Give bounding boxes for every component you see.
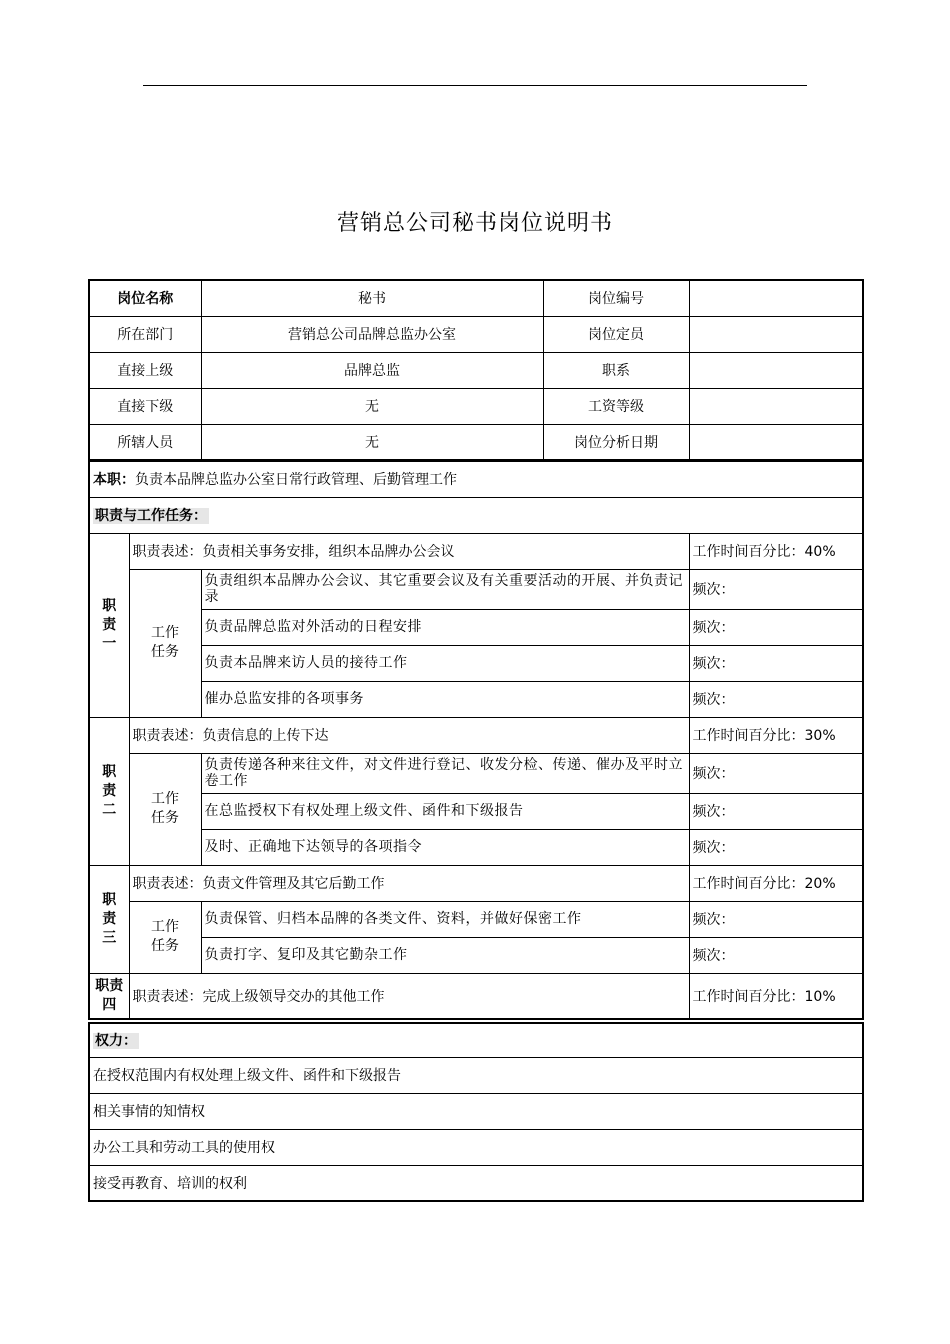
rights-item-2: 相关事情的知情权 [89, 1093, 863, 1129]
duty-3-statement [129, 865, 689, 901]
frequency-cell: 频次： [689, 753, 863, 793]
frequency-cell: 频次： [689, 609, 863, 645]
table-row [89, 973, 863, 1019]
info-label-job-family: 职系 [543, 352, 689, 388]
table-row [89, 1093, 863, 1129]
table-row [89, 1057, 863, 1093]
table-row [89, 901, 863, 937]
info-label-analysis-date: 岗位分析日期 [543, 424, 689, 460]
info-value-subordinate: 无 [201, 388, 543, 424]
frequency-cell: 频次： [689, 901, 863, 937]
info-label-position-name: 岗位名称 [89, 280, 201, 316]
info-value-position-code [689, 280, 863, 316]
table-row [89, 569, 863, 609]
duty-3-percent: 工作时间百分比：20% [689, 865, 863, 901]
table-row [89, 461, 863, 497]
page-title: 营销总公司秘书岗位说明书 [336, 211, 613, 236]
frequency-cell: 频次： [689, 681, 863, 717]
responsibilities-table [88, 460, 864, 1020]
statement-text: 负责相关事务安排，组织本品牌办公会议 [202, 544, 455, 560]
info-value-salary-grade [689, 388, 863, 424]
duty-1-task-2: 负责品牌总监对外活动的日程安排 [201, 609, 689, 645]
duty-1-task-1: 负责组织本品牌办公会议、其它重要会议及有关重要活动的开展、并负责记录 [201, 569, 689, 609]
info-label-salary-grade: 工资等级 [543, 388, 689, 424]
main-duty-cell [89, 461, 863, 497]
rights-table [88, 1022, 864, 1202]
table-row [89, 280, 863, 316]
duty-2-task-1: 负责传递各种来往文件，对文件进行登记、收发分检、传递、催办及平时立卷工作 [201, 753, 689, 793]
table-row [89, 316, 863, 352]
duty-1-task-3: 负责本品牌来访人员的接待工作 [201, 645, 689, 681]
table-row [89, 645, 863, 681]
duty-3-task-2: 负责打字、复印及其它勤杂工作 [201, 937, 689, 973]
table-row [89, 753, 863, 793]
table-row [89, 424, 863, 460]
rights-heading: 权力： [95, 1033, 137, 1050]
duty-3-task-1: 负责保管、归档本品牌的各类文件、资料，并做好保密工作 [201, 901, 689, 937]
info-label-staff: 所辖人员 [89, 424, 201, 460]
duty-2-statement [129, 717, 689, 753]
statement-label: 职责表述： [132, 876, 203, 892]
table-row [89, 497, 863, 533]
duty-1-task-4: 催办总监安排的各项事务 [201, 681, 689, 717]
statement-text: 完成上级领导交办的其他工作 [202, 988, 385, 1005]
duty-2-task-3: 及时、正确地下达领导的各项指令 [201, 829, 689, 865]
info-label-department: 所在部门 [89, 316, 201, 352]
main-duty-label: 本职： [93, 472, 135, 489]
table-row [89, 1165, 863, 1201]
info-value-position-name: 秘书 [201, 280, 543, 316]
duty-3-task-label: 工作 任务 [129, 901, 201, 973]
position-info-table [88, 279, 864, 461]
info-value-headcount [689, 316, 863, 352]
rights-item-3: 办公工具和劳动工具的使用权 [89, 1129, 863, 1165]
table-row [89, 609, 863, 645]
info-label-position-code: 岗位编号 [543, 280, 689, 316]
info-value-department: 营销总公司品牌总监办公室 [201, 316, 543, 352]
frequency-cell: 频次： [689, 793, 863, 829]
table-row [89, 865, 863, 901]
info-label-subordinate: 直接下级 [89, 388, 201, 424]
info-value-superior: 品牌总监 [201, 352, 543, 388]
statement-label: 职责表述： [132, 544, 203, 560]
duty-1-statement [129, 533, 689, 569]
duty-2-percent: 工作时间百分比：30% [689, 717, 863, 753]
table-row [89, 937, 863, 973]
main-duty-text: 负责本品牌总监办公室日常行政管理、后勤管理工作 [135, 472, 457, 489]
duty-3-label: 职 责 三 [89, 865, 129, 973]
duty-2-task-label: 工作 任务 [129, 753, 201, 865]
info-value-job-family [689, 352, 863, 388]
table-row [89, 352, 863, 388]
table-row [89, 717, 863, 753]
info-label-headcount: 岗位定员 [543, 316, 689, 352]
table-row [89, 388, 863, 424]
table-row [89, 533, 863, 569]
info-value-analysis-date [689, 424, 863, 460]
rights-item-1: 在授权范围内有权处理上级文件、函件和下级报告 [89, 1057, 863, 1093]
frequency-cell: 频次： [689, 937, 863, 973]
info-label-superior: 直接上级 [89, 352, 201, 388]
table-row [89, 1023, 863, 1057]
duty-4-percent: 工作时间百分比：10% [689, 973, 863, 1019]
table-row [89, 829, 863, 865]
duty-2-label: 职 责 二 [89, 717, 129, 865]
duty-4-label: 职责 四 [89, 973, 129, 1019]
rights-heading-cell [89, 1023, 863, 1057]
statement-label: 职责表述： [132, 988, 203, 1005]
frequency-cell: 频次： [689, 829, 863, 865]
frequency-cell: 频次： [689, 569, 863, 609]
statement-text: 负责信息的上传下达 [202, 728, 329, 744]
duty-1-percent: 工作时间百分比：40% [689, 533, 863, 569]
table-row [89, 793, 863, 829]
table-row [89, 1129, 863, 1165]
responsibilities-heading-cell [89, 497, 863, 533]
statement-label: 职责表述： [132, 728, 203, 744]
statement-text: 负责文件管理及其它后勤工作 [202, 876, 385, 892]
duty-1-label: 职 责 一 [89, 533, 129, 717]
responsibilities-heading: 职责与工作任务： [95, 508, 207, 524]
duty-4-statement [129, 973, 689, 1019]
header-rule [143, 85, 807, 86]
duty-1-task-label: 工作 任务 [129, 569, 201, 717]
frequency-cell: 频次： [689, 645, 863, 681]
duty-2-task-2: 在总监授权下有权处理上级文件、函件和下级报告 [201, 793, 689, 829]
table-row [89, 681, 863, 717]
rights-item-4: 接受再教育、培训的权利 [89, 1165, 863, 1201]
info-value-staff: 无 [201, 424, 543, 460]
